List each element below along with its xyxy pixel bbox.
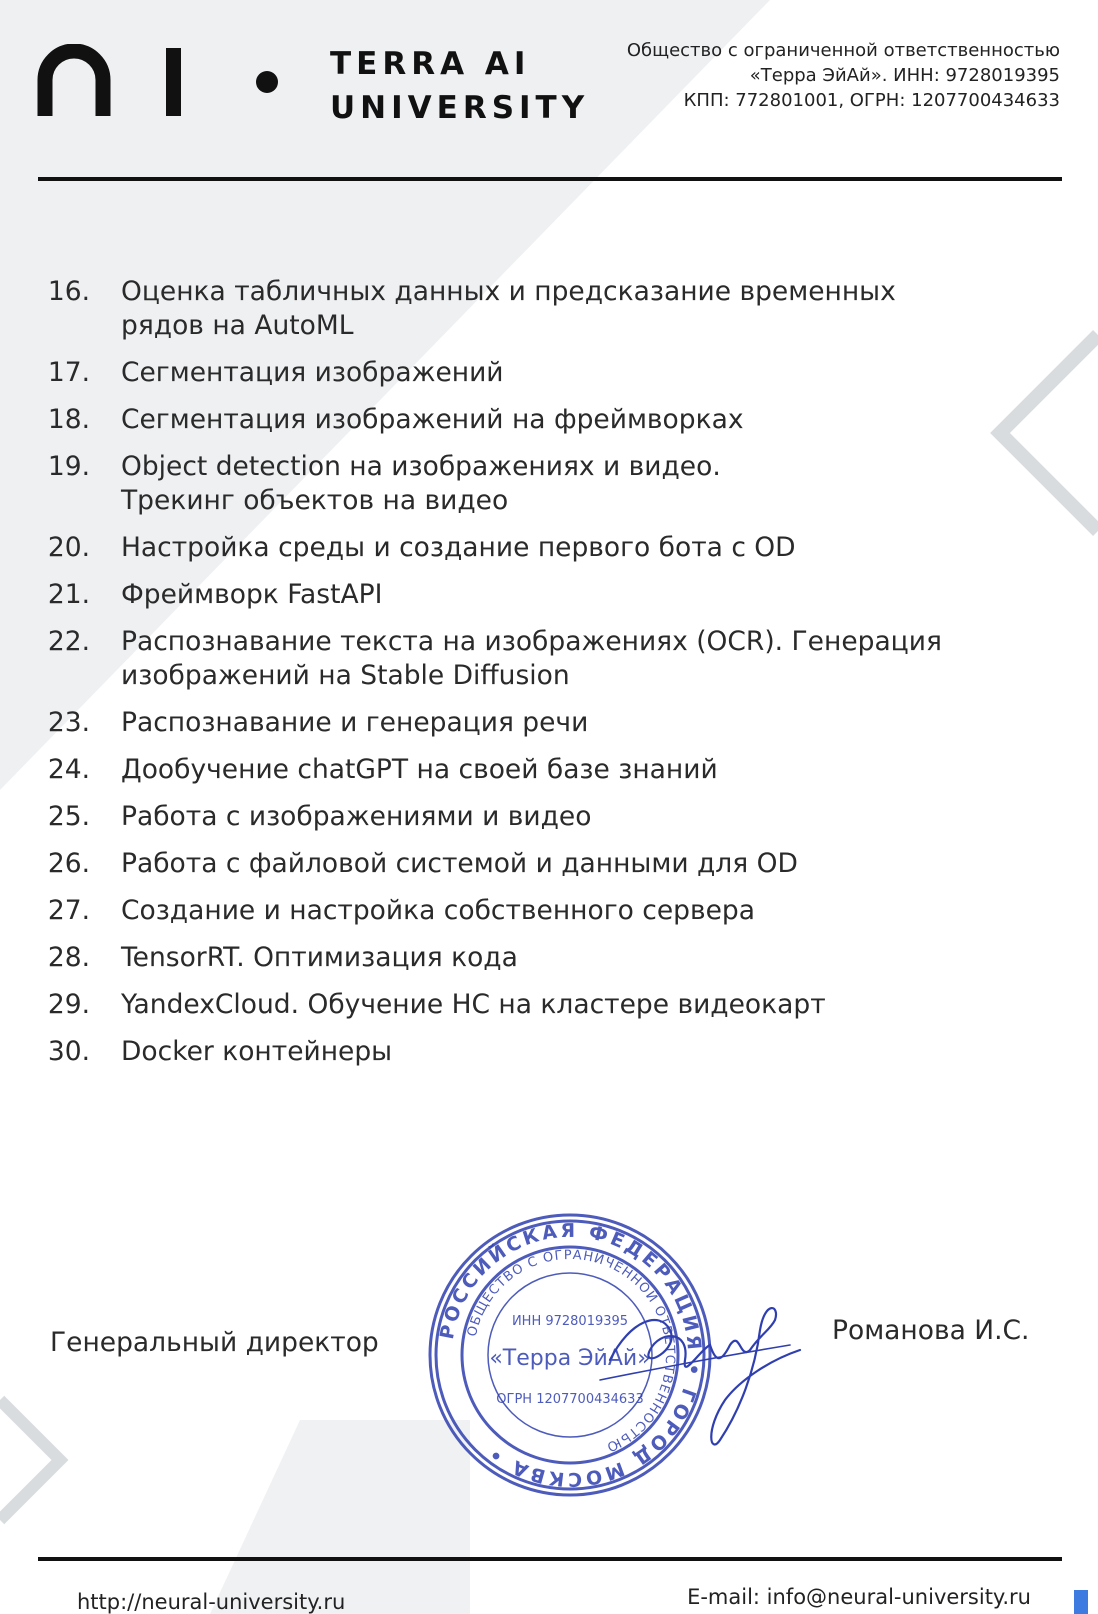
course-item bbox=[0, 706, 1098, 740]
course-item bbox=[0, 1035, 1098, 1069]
company-line-1: Общество с ограниченной ответственностью bbox=[626, 40, 1060, 61]
course-title: Сегментация изображений bbox=[121, 357, 504, 388]
course-title: Оценка табличных данных и предсказание временных рядов на AutoML bbox=[121, 276, 896, 341]
course-item bbox=[0, 753, 1098, 787]
course-item bbox=[0, 450, 1098, 518]
course-title: Распознавание и генерация речи bbox=[121, 707, 589, 738]
course-title: Дообучение chatGPT на своей базе знаний bbox=[121, 754, 718, 785]
svg-text:«Терра ЭйАй»: «Терра ЭйАй» bbox=[489, 1346, 651, 1371]
course-title: Сегментация изображений на фреймворках bbox=[121, 404, 744, 435]
course-number: 20. bbox=[47, 532, 91, 563]
course-item bbox=[0, 894, 1098, 928]
course-item bbox=[0, 356, 1098, 390]
svg-text:ОГРН 1207700434633: ОГРН 1207700434633 bbox=[496, 1392, 644, 1407]
course-number: 28. bbox=[47, 942, 91, 973]
company-line-2: «Терра ЭйАй». ИНН: 9728019395 bbox=[749, 65, 1060, 86]
header-divider bbox=[38, 177, 1062, 181]
course-item bbox=[0, 941, 1098, 975]
course-item bbox=[0, 531, 1098, 565]
course-item bbox=[0, 403, 1098, 437]
course-item bbox=[0, 988, 1098, 1022]
course-title: Создание и настройка собственного сервера bbox=[121, 895, 755, 926]
university-logo bbox=[36, 44, 296, 124]
course-number: 26. bbox=[47, 848, 91, 879]
course-number: 29. bbox=[47, 989, 91, 1020]
course-title: Object detection на изображениях и видео. Трекинг объектов на видео bbox=[121, 451, 721, 516]
brand-line-1: TERRA AI bbox=[330, 46, 531, 82]
course-list bbox=[0, 275, 1098, 1082]
signer-position: Генеральный директор bbox=[50, 1327, 379, 1358]
svg-text:РОССИЙСКАЯ ФЕДЕРАЦИЯ • ГОРОД М: РОССИЙСКАЯ ФЕДЕРАЦИЯ • ГОРОД МОСКВА • bbox=[435, 1219, 706, 1491]
course-number: 25. bbox=[47, 801, 91, 832]
course-title: Распознавание текста на изображениях (OCR). Генерация изображений на Stable Diffusion bbox=[121, 626, 942, 691]
course-number: 22. bbox=[47, 626, 91, 657]
course-number: 23. bbox=[47, 707, 91, 738]
brand-name bbox=[330, 42, 589, 130]
course-number: 27. bbox=[47, 895, 91, 926]
course-number: 19. bbox=[47, 451, 91, 482]
course-title: Фреймворк FastAPI bbox=[121, 579, 383, 610]
footer-email-link[interactable]: E-mail: info@neural-university.ru bbox=[687, 1585, 1031, 1609]
footer-website-link[interactable]: http://neural-university.ru bbox=[77, 1590, 346, 1614]
signer-name: Романова И.С. bbox=[832, 1315, 1030, 1346]
corner-accent-mark bbox=[1074, 1590, 1088, 1614]
brand-line-2: UNIVERSITY bbox=[330, 90, 590, 126]
course-title: Настройка среды и создание первого бота с OD bbox=[121, 532, 796, 563]
course-title: YandexCloud. Обучение НС на кластере видеокарт bbox=[121, 989, 826, 1020]
course-item bbox=[0, 847, 1098, 881]
course-item bbox=[0, 625, 1098, 693]
svg-text:ИНН 9728019395: ИНН 9728019395 bbox=[511, 1314, 629, 1329]
svg-text:ОБЩЕСТВО С ОГРАНИЧЕННОЙ ОТВЕТС: ОБЩЕСТВО С ОГРАНИЧЕННОЙ ОТВЕТСТВЕННОСТЬЮ bbox=[464, 1247, 678, 1455]
footer-divider bbox=[38, 1557, 1062, 1561]
course-number: 18. bbox=[47, 404, 91, 435]
company-details bbox=[627, 38, 1060, 113]
course-number: 17. bbox=[47, 357, 91, 388]
course-number: 30. bbox=[47, 1036, 91, 1067]
course-item bbox=[0, 800, 1098, 834]
course-title: Работа с файловой системой и данными для OD bbox=[121, 848, 798, 879]
course-title: Работа с изображениями и видео bbox=[121, 801, 592, 832]
course-number: 16. bbox=[47, 276, 91, 307]
company-line-3: КПП: 772801001, ОГРН: 1207700434633 bbox=[683, 90, 1060, 111]
course-number: 21. bbox=[47, 579, 91, 610]
course-item bbox=[0, 275, 1098, 343]
course-title: TensorRT. Оптимизация кода bbox=[121, 942, 518, 973]
course-item bbox=[0, 578, 1098, 612]
handwritten-signature bbox=[590, 1290, 820, 1460]
course-number: 24. bbox=[47, 754, 91, 785]
course-title: Docker контейнеры bbox=[121, 1036, 393, 1067]
